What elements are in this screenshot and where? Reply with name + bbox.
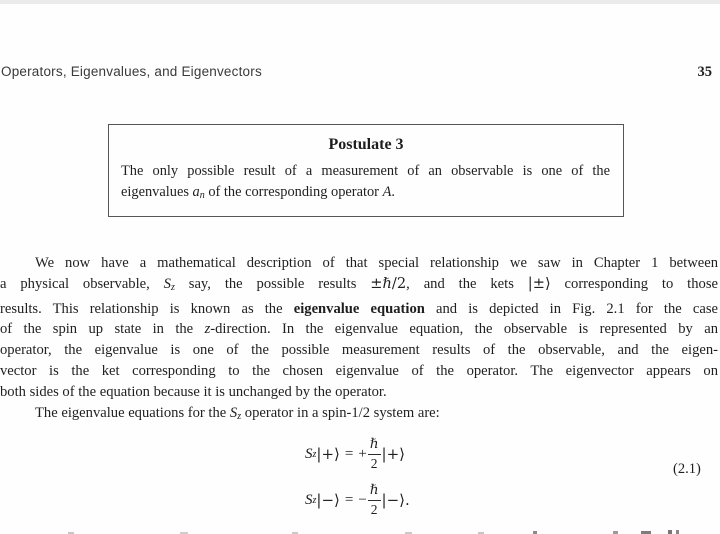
- ket-plus: |+⟩: [381, 445, 406, 463]
- cut-off-glyph-fragment: [668, 530, 672, 534]
- page-number: 35: [697, 64, 712, 80]
- equals-sign: =: [344, 491, 354, 508]
- hbar-symbol: ℏ: [368, 484, 381, 501]
- ket-minus: |−⟩.: [381, 491, 410, 509]
- paragraph-line: results. This relationship is known as the eigenvalue equation and is depicted in Fig. 2.1 for the case: [0, 300, 718, 317]
- paragraph-line: operator, the eigenvalue is one of the possible measurement results of the observable, and the eigen-: [0, 342, 718, 359]
- ket-minus: |−⟩: [316, 491, 340, 509]
- paragraph-line: a physical observable, Sz say, the possible results ±ℏ/2, and the kets |±⟩ corresponding to those: [0, 274, 718, 293]
- postulate-line: The only possible result of a measurement of an observable is one of the: [121, 163, 610, 179]
- pm-hbar-over-2: ±ℏ/2: [370, 274, 407, 292]
- postulate-box: [108, 124, 624, 217]
- equation-number: (2.1): [673, 461, 701, 477]
- pm-ket: |±⟩: [527, 274, 551, 292]
- cut-off-glyph-fragment: [676, 530, 679, 534]
- paragraph-line: The eigenvalue equations for the Sz operator in a spin-1/2 system are:: [35, 404, 440, 422]
- hbar-over-2-fraction: $\frac{\text{ℏ}}{2}$: [369, 436, 379, 471]
- operator-symbol: S: [305, 491, 313, 508]
- paragraph-line: vector is the ket corresponding to the chosen eigenvalue of the operator. The eigenvector appears on: [0, 362, 718, 379]
- postulate-line: eigenvalues an of the corresponding operator A.: [121, 183, 395, 201]
- equals-sign: =: [344, 445, 354, 462]
- operator-symbol: S: [305, 445, 313, 462]
- paragraph-line: both sides of the equation because it is unchanged by the operator.: [0, 383, 387, 400]
- running-header: [1, 64, 712, 81]
- plus-sign: +: [358, 445, 367, 462]
- equation-block: [305, 433, 410, 521]
- paragraph-line: of the spin up state in the z-direction. In the eigenvalue equation, the observable is represented by an: [0, 321, 719, 338]
- minus-sign: −: [358, 491, 367, 508]
- header-title: Operators, Eigenvalues, and Eigenvectors: [1, 64, 262, 79]
- hbar-symbol: ℏ: [368, 438, 381, 455]
- equation-2: S z |−⟩ = − $\frac{\text{ℏ}}{2}$ |−⟩.: [305, 482, 410, 517]
- ket-plus: |+⟩: [316, 445, 340, 463]
- hbar-over-2-fraction: $\frac{\text{ℏ}}{2}$: [369, 482, 379, 517]
- paragraph-line: We now have a mathematical description of that special relationship we saw in Chapter 1 between: [35, 255, 718, 271]
- body-paragraph: [0, 253, 718, 427]
- equation-1: S z |+⟩ = + $\frac{\text{ℏ}}{2}$ |+⟩: [305, 436, 406, 471]
- postulate-body: [121, 161, 610, 206]
- postulate-title: Postulate 3: [328, 136, 404, 153]
- page-top-edge-strip: [0, 0, 720, 4]
